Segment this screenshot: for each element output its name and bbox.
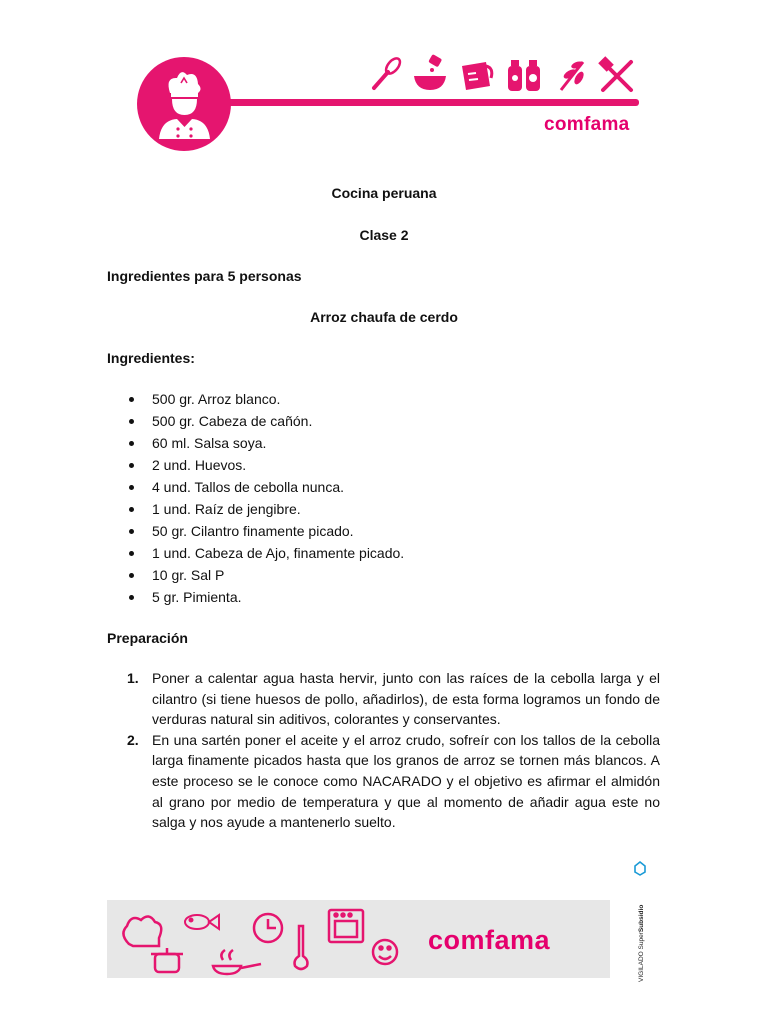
- herb-leaf-icon: [555, 56, 589, 94]
- servings-heading: Ingredientes para 5 personas: [107, 268, 302, 284]
- ingredient-item: 500 gr. Arroz blanco.: [107, 388, 404, 410]
- step-item: [107, 730, 660, 833]
- chef-avatar-icon: [137, 57, 231, 151]
- ingredient-item: 1 und. Cabeza de Ajo, finamente picado.: [107, 542, 404, 564]
- ingredient-item: 50 gr. Cilantro finamente picado.: [107, 520, 404, 542]
- ingredient-item: 60 ml. Salsa soya.: [107, 432, 404, 454]
- utensils-cross-icon: [597, 56, 637, 96]
- ingredient-item: 500 gr. Cabeza de cañón.: [107, 410, 404, 432]
- frying-pan-icon: [213, 950, 261, 974]
- svg-text:VIGILADO SuperSubsidio: VIGILADO SuperSubsidio: [638, 904, 645, 982]
- footer-brand-logo-text: comfama: [428, 925, 551, 955]
- oven-icon: [329, 910, 363, 942]
- clock-icon: [254, 914, 282, 942]
- whisk-icon: [368, 56, 404, 92]
- brand-logo-text: comfama: [544, 114, 630, 135]
- ingredients-heading: Ingredientes:: [107, 350, 195, 366]
- document-title: Cocina peruana: [331, 185, 437, 201]
- ingredient-item: 5 gr. Pimienta.: [107, 586, 404, 608]
- dish-title: Arroz chaufa de cerdo: [310, 309, 458, 325]
- ingredients-list: [107, 388, 404, 608]
- preparation-heading: Preparación: [107, 630, 188, 646]
- step-item: [107, 668, 660, 730]
- mixing-bowl-icon: [410, 54, 450, 94]
- step-text: Poner a calentar agua hasta hervir, junto con las raíces de la cebolla larga y el cilantro (si tiene huesos de pollo, añadirlos), de esta forma logramos un fondo de verduras natural sin aditivos, colorantes y conservantes.: [152, 670, 660, 728]
- pot-icon: [151, 948, 183, 972]
- preparation-steps: [107, 668, 660, 833]
- chef-hat-icon: [123, 916, 161, 946]
- vigilado-supersubsidio-seal: [633, 860, 647, 985]
- salt-pepper-icon: [505, 56, 543, 94]
- header-divider-line: [215, 99, 639, 106]
- step-number: 2.: [127, 731, 139, 748]
- ingredient-item: 1 und. Raíz de jengibre.: [107, 498, 404, 520]
- thermometer-icon: [295, 926, 308, 969]
- step-number: 1.: [127, 670, 139, 686]
- smiling-face-icon: [373, 940, 397, 964]
- ingredient-item: 4 und. Tallos de cebolla nunca.: [107, 476, 404, 498]
- class-label: Clase 2: [359, 227, 409, 243]
- fish-icon: [185, 915, 219, 929]
- measuring-cup-icon: [456, 56, 496, 94]
- ingredient-item: 10 gr. Sal P: [107, 564, 404, 586]
- ingredient-item: 2 und. Huevos.: [107, 454, 404, 476]
- step-text: En una sartén poner el aceite y el arroz crudo, sofreír con los tallos de la cebolla larga finamente picados hasta que los granos de arroz se tornen más blancos. A este proceso se le conoce como NACARADO y el objetivo es afirmar el almidón al grano por medio de temperatura y que al momento de añadir agua este no salga y nos ayude a mantenerlo suelto.: [152, 731, 660, 831]
